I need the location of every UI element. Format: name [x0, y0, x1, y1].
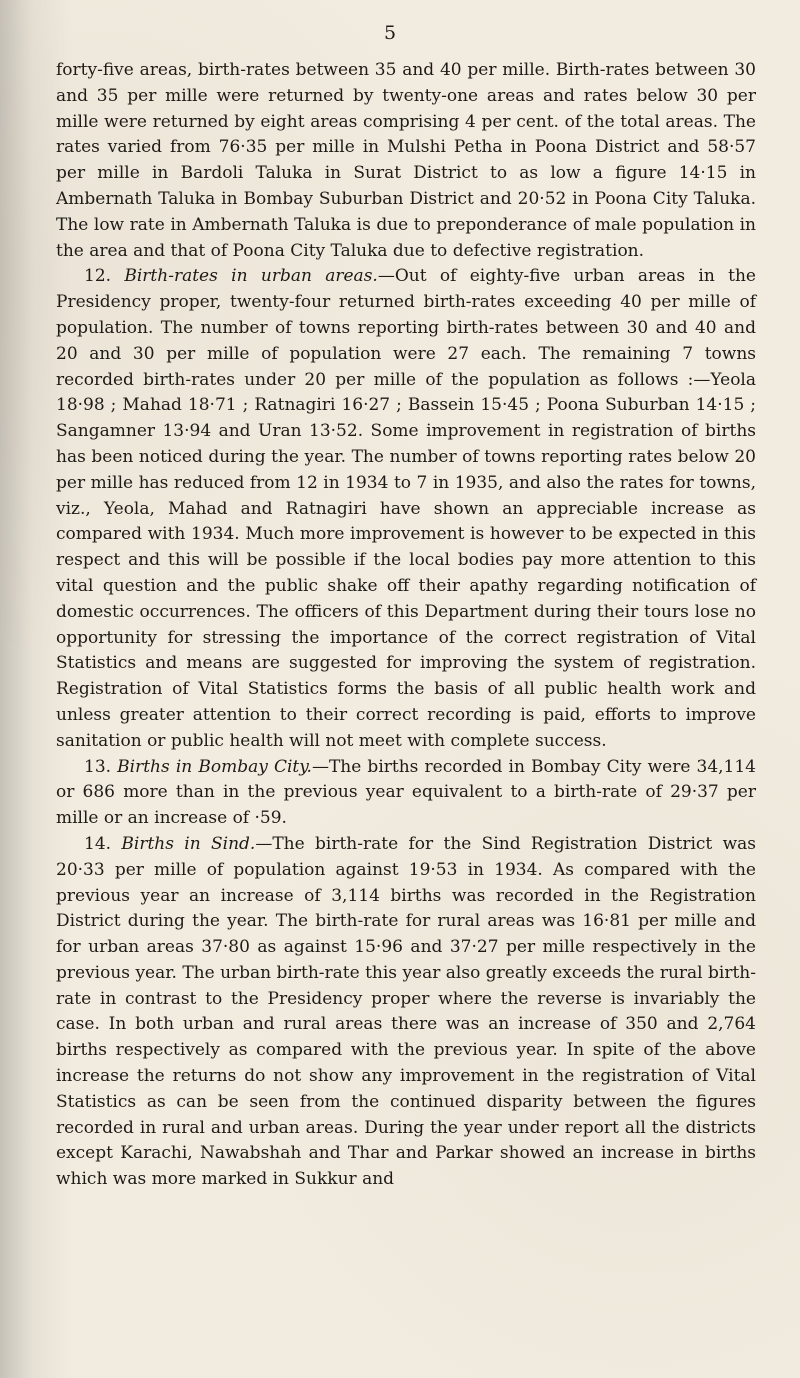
paragraph-heading: Birth-rates in urban areas.	[124, 266, 378, 287]
paragraph-number: 14.	[84, 833, 112, 854]
paragraph-continuation	[56, 58, 756, 264]
paragraph-heading: Births in Bombay City.	[117, 756, 312, 777]
paragraph-number: 12.	[84, 266, 112, 287]
paragraph-births-sind	[56, 832, 756, 1193]
paragraph-heading: Births in Sind.	[121, 833, 256, 854]
paragraph-text: —The birth-rate for the Sind Registration District was 20·33 per mille of population against 19·53 in 1934. As compared with the previous year an increase of 3,114 births was recorded in the Registration District during the year. The birth-rate for rural areas was 16·81 per mille and for urban areas 37·80 as against 15·96 and 37·27 per mille respectively in the previous year. The urban birth-rate this year also greatly exceeds the rural birth-rate in contrast to the Presidency proper where the reverse is invariably the case. In both urban and rural areas there was an increase of 350 and 2,764 births respectively as compared with the previous year. In spite of the above increase the returns do not show any improvement in the registration of Vital Statistics as can be seen from the continued disparity between the figures recorded in rural and urban areas. During the year under report all the districts except Karachi, Nawabshah and Thar and Parkar showed an increase in births which was more marked in Sukkur and	[56, 833, 757, 1190]
body-text	[56, 58, 756, 1193]
paragraph-text: —The births recorded in Bombay City were 34,114 or 686 more than in the previous year equivalent to a birth-rate of 29·37 per mille or an increase of ·59.	[56, 756, 756, 829]
paragraph-number: 13.	[84, 756, 112, 777]
paragraph-birth-rates-urban	[56, 264, 756, 754]
paragraph-text: forty-five areas, birth-rates between 35 and 40 per mille. Birth-rates between 30 and 35 per mille were returned by twenty-one areas and rates below 30 per mille were returned by eight areas comprising 4 per cent. of the total areas. The rates varied from 76·35 per mille in Mulshi Petha in Poona District and 58·57 per mille in Bardoli Taluka in Surat District to as low a figure 14·15 in Ambernath Taluka in Bombay Suburban District and 20·52 in Poona City Taluka. The low rate in Ambernath Taluka is due to preponderance of male population in the area and that of Poona City Taluka due to defective registration.	[56, 60, 756, 261]
paragraph-text: —Out of eighty-five urban areas in the Presidency proper, twenty-four returned birth-rates exceeding 40 per mille of population. The number of towns reporting birth-rates between 30 and 40 and 20 and 30 per mille of population were 27 each. The remaining 7 towns recorded birth-rates under 20 per mille of the population as follows :—Yeola 18·98 ; Mahad 18·71 ; Ratnagiri 16·27 ; Bassein 15·45 ; Poona Suburban 14·15 ; Sangamner 13·94 and Uran 13·52. Some improvement in registration of births has been noticed during the year. The number of towns reporting rates below 20 per mille has reduced from 12 in 1934 to 7 in 1935, and also the rates for towns, viz., Yeola, Mahad and Ratnagiri have shown an appreciable increase as compared with 1934. Much more improvement is however to be expected in this respect and this will be possible if the local bodies pay more attention to this vital question and the public shake off their apathy regarding notification of domestic occurrences. The officers of this Department during their tours lose no opportunity for stressing the importance of the correct registration of Vital Statistics and means are suggested for improving the system of registration. Registration of Vital Statistics forms the basis of all public health work and unless greater attention to their correct recording is paid, efforts to improve sanitation or public health will not meet with complete success.	[56, 266, 756, 751]
paragraph-births-bombay-city	[56, 755, 756, 832]
page-number: 5	[383, 22, 397, 44]
